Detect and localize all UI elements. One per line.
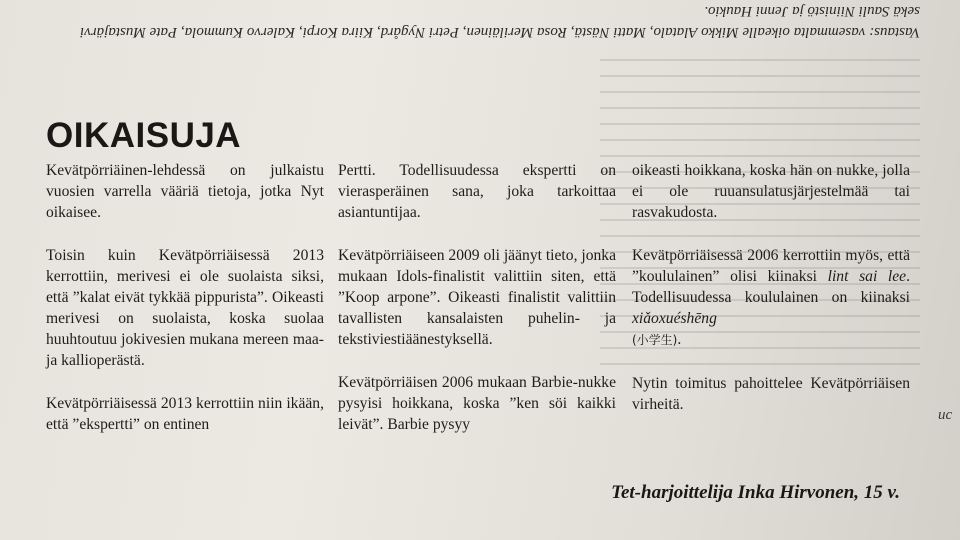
paragraph: oikeasti hoikkana, koska hän on nukke, jolla ei ole ruuansulatusjärjestelmää tai rasvakudosta. bbox=[632, 162, 910, 221]
paragraph: Pertti. Todellisuudessa ekspertti on vierasperäinen sana, joka tarkoittaa asiantuntijaa. bbox=[338, 162, 616, 221]
author-byline: Tet-harjoittelija Inka Hirvonen, 15 v. bbox=[611, 482, 900, 503]
paragraph: Kevätpörriäinen-lehdessä on julkaistu vuosien varrella vääriä tietoja, jotka Nyt oikaisee. bbox=[46, 162, 324, 221]
text-run: Kevätpörriäisessä 2006 kerrottiin myös, että ”koululainen” olisi kiinaksi bbox=[632, 247, 910, 285]
cut-off-text-fragment: uc bbox=[938, 407, 953, 423]
paragraph: Kevätpörriäiseen 2009 oli jäänyt tieto, jonka mukaan Idols-finalistit valittiin siten, että ”Koop arpone”. Oikeasti finalistit valittiin tavallisten kansalaisten puhelin- ja tekstiviestiäänestyksellä. bbox=[338, 247, 617, 348]
paragraph: Toisin kuin Kevätpörriäisessä 2013 kerrottiin, merivesi ei ole suolaista siksi, että ”kalat eivät tykkää pippurista”. Oikeasti merivesi on suolaista, koska suolaa huuhtoutuu jokivesien mukana mereen maa- ja kallioperästä. bbox=[46, 247, 324, 369]
upside-down-caption: Vastaus: vasemmalta oikealle Mikko Alatalo, Matti Nästä, Rosa Meriläinen, Petri Nygård, Kiira Korpi, Kalervo Kummola, Pate Mustajärvi sekä Sauli Niinistö ja Jenni Haukio. bbox=[80, 3, 920, 40]
paragraph-koululainen bbox=[632, 245, 910, 351]
paragraph: Kevätpörriäisessä 2013 kerrottiin niin ikään, että ”ekspertti” on entinen bbox=[46, 395, 324, 433]
text-column-1 bbox=[46, 160, 324, 435]
text-column-2 bbox=[338, 160, 616, 435]
text-column-3 bbox=[632, 160, 910, 415]
chinese-characters: (小学生) bbox=[632, 333, 678, 347]
paragraph: Kevätpörriäisen 2006 mukaan Barbie-nukke pysyisi hoikkana, koska ”ken söi kaikki leivät”. Barbie pysyy bbox=[338, 374, 616, 433]
article-heading: OIKAISUJA bbox=[46, 116, 242, 155]
text-run: . Todellisuudessa koululainen on kiinaksi bbox=[632, 268, 910, 306]
text-run: . bbox=[677, 331, 682, 348]
italic-term: lint sai lee bbox=[827, 268, 907, 285]
italic-term: xiǎoxuéshēng bbox=[632, 310, 717, 327]
paragraph-apology: Nytin toimitus pahoittelee Kevätpörriäisen virheitä. bbox=[632, 375, 910, 413]
